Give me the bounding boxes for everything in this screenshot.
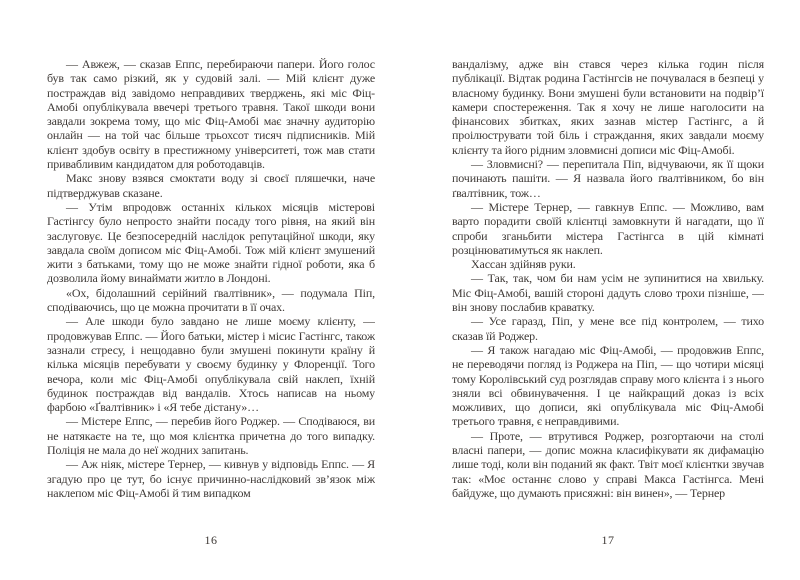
paragraph: Хассан здійняв руки. bbox=[471, 257, 576, 272]
paragraph: — Містере Еппс, — перебив його Роджер. — Сподіваюся, ви не натякаєте на те, що моя клієнтка причетна до того випадку. Поліція не мала до неї жодних запитань. bbox=[47, 414, 375, 458]
paragraph: вандалізму, адже він стався через кілька годин після публікації. Відтак родина Гастінгсів не почувалася в безпеці у власному будинку. Вони змушені були встановити на подвір’ї камери спостереження. Так я хочу не лише наголосити на фінансових збитках, яких зазнав містер Гастінгс, а й проілюструвати той біль і страждання, яких завдали моєму клієнту та його рідним зловмисні дописи міс Фіц-Амобі. bbox=[452, 57, 764, 157]
paragraph: «Ох, бідолашний серійний ґвалтівник», — подумала Піп, сподіваючись, що це можна прочитати в її очах. bbox=[47, 285, 375, 315]
paragraph: — Містере Тернер, — гавкнув Еппс. — Можливо, вам варто порадити своїй клієнтці замовкнути й нагадати, що її спроби зганьбити містера Гастінгса в цій кімнаті розцінюватимуться як наклеп. bbox=[452, 199, 764, 257]
page-left-text-column bbox=[47, 57, 375, 500]
page-right-text-column bbox=[452, 57, 764, 500]
paragraph: — Авжеж, — сказав Еппс, перебираючи папери. Його голос був так само різкий, як у судовій залі. — Мій клієнт дуже постраждав від завідомо неправдивих тверджень, які міс Фіц-Амобі опублікувала ввечері третього травня. Такої шкоди вони завдали зокрема тому, що міс Фіц-Амобі має значну аудиторію онлайн — на той час більше трьохсот тисяч підписників. Мій клієнт здобув освіту в престижному університеті, тож мав стати привабливим кандидатом для роботодавців. bbox=[47, 57, 375, 172]
page-number-right: 17 bbox=[601, 533, 615, 547]
paragraph: Макс знову взявся смоктати воду зі своєї пляшечки, наче підтверджував сказане. bbox=[47, 171, 375, 200]
paragraph: — Аж ніяк, містере Тернер, — кивнув у відповідь Еппс. — Я згадую про це тут, бо існує причинно-наслідковий зв’язок між наклепом міс Фіц-Амобі й тим випадком bbox=[47, 457, 375, 500]
paragraph: — Я також нагадаю міс Фіц-Амобі, — продовжив Еппс, не переводячи погляд із Роджера на Піп, — що чотири місяці тому Королівський суд розглядав справу мого клієнта і з нього зняли всі обвинувачення. І це найкращий доказ із всіх можливих, що дописи, які опублікувала міс Фіц-Амобі третього травня, є неправдивими. bbox=[452, 342, 764, 429]
paragraph: — Утім впродовж останніх кількох місяців містерові Гастінгсу було непросто знайти посаду того рівня, на який він заслуговує. Це безпосередній наслідок репутаційної шкоди, яку завдала своїм дописом міс Фіц-Амобі. Тож мій клієнт змушений жити з батьками, тому що не може знайти гідної роботи, яка б дозволила йому винаймати житло в Лондоні. bbox=[47, 199, 375, 286]
paragraph: — Проте, — втрутився Роджер, розгортаючи на столі власні папери, — допис можна класифікувати як дифамацію лише тоді, коли він поданий як факт. Твіт моєї клієнтки звучав так: «Моє останнє слово у справі Макса Гастінгса. Мені байдуже, що думають присяжні: він винен», — Тернер bbox=[452, 428, 764, 500]
page-number-left: 16 bbox=[204, 533, 218, 547]
paragraph: — Зловмисні? — перепитала Піп, відчуваючи, як її щоки починають пашіти. — Я назвала його ґвалтівником, бо він ґвалтівник, тож… bbox=[452, 157, 764, 200]
paragraph: — Але шкоди було завдано не лише моєму клієнту, — продовжував Еппс. — Його батьки, містер і місис Гастінгс, також зазнали стресу, і нещодавно були змушені покинути країну й кілька місяців перебувати у своєму будинку у Флоренції. Того вечора, коли міс Фіц-Амобі опублікувала свій наклеп, їхній будинок постраждав від вандалів. Хтось написав на ньому фарбою «Ґвалтівник» і «Я тебе дістану»… bbox=[47, 314, 375, 415]
paragraph: — Усе гаразд, Піп, у мене все під контролем, — тихо сказав їй Роджер. bbox=[452, 314, 764, 343]
paragraph: — Так, так, чом би нам усім не зупинитися на хвильку. Міс Фіц-Амобі, вашій стороні дадуть слово трохи пізніше, — він знову послабив краватку. bbox=[452, 271, 764, 315]
